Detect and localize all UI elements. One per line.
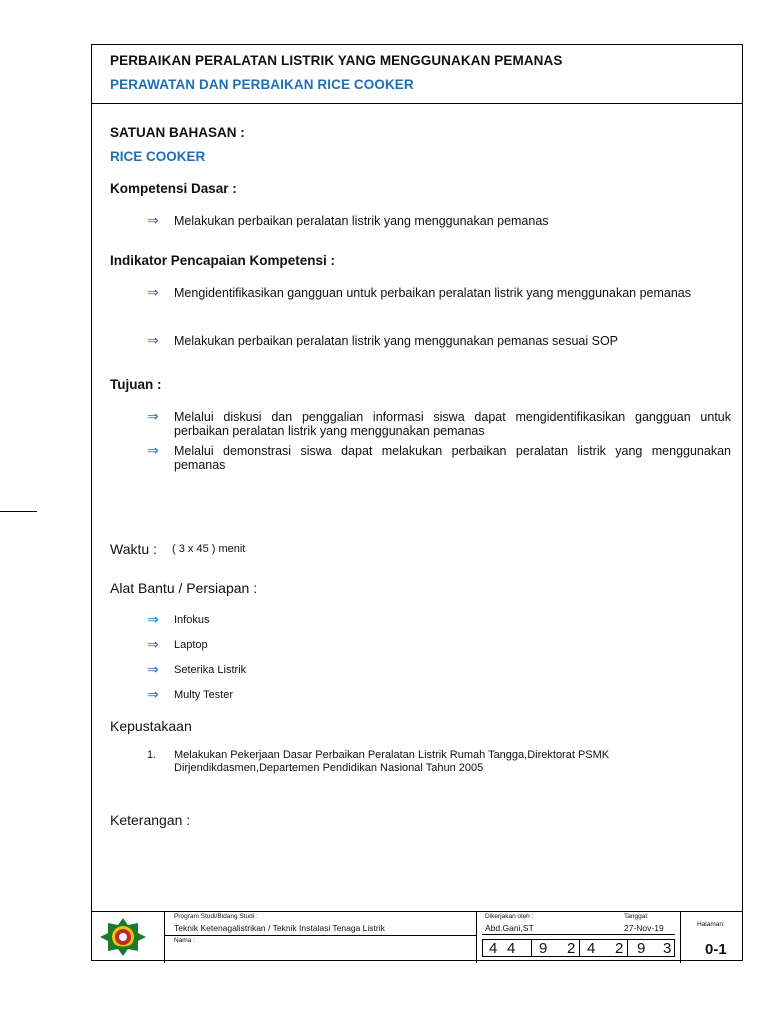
arrow-icon: ⇒ xyxy=(147,332,159,348)
registration-code xyxy=(482,939,675,957)
dikerjakan-value: Abd.Gani,ST xyxy=(485,923,534,933)
document-title: PERBAIKAN PERALATAN LISTRIK YANG MENGGUNAKAN PEMANAS xyxy=(110,53,563,68)
kompetensi-item: Melakukan perbaikan peralatan listrik yang menggunakan pemanas xyxy=(174,214,549,228)
arrow-icon: ⇒ xyxy=(147,611,159,627)
keterangan-label: Keterangan : xyxy=(110,812,191,828)
code-digit: 3 xyxy=(663,940,672,957)
nama-label: Nama : xyxy=(174,937,195,944)
halaman-value: 0-1 xyxy=(705,941,727,958)
arrow-icon: ⇒ xyxy=(147,636,159,652)
alat-item: Infokus xyxy=(174,614,210,626)
code-digit: 4 xyxy=(507,940,516,957)
tanggal-value: 27-Nov-19 xyxy=(624,923,664,933)
document-subtitle: PERAWATAN DAN PERBAIKAN RICE COOKER xyxy=(110,77,414,92)
code-digit: 9 xyxy=(637,940,646,957)
header-divider xyxy=(92,103,742,104)
dikerjakan-label: Dikerjakan oleh : xyxy=(485,913,534,920)
arrow-icon: ⇒ xyxy=(147,686,159,702)
arrow-icon: ⇒ xyxy=(147,442,159,458)
kepustakaan-item: Melakukan Pekerjaan Dasar Perbaikan Peralatan Listrik Rumah Tangga,Direktorat PSMK Dirjendikdasmen,Departemen Pendidikan Nasional Tahun 2005 xyxy=(174,749,610,774)
halaman-label: Halaman: xyxy=(697,921,725,928)
program-value: Teknik Ketenagalistrikan / Teknik Instalasi Tenaga Listrik xyxy=(174,923,385,933)
code-digit: 4 xyxy=(587,940,596,957)
tujuan-item: Melalui demonstrasi siswa dapat melakukan perbaikan peralatan listrik yang menggunakan pemanas xyxy=(174,444,731,472)
document-frame xyxy=(91,44,743,961)
code-digit: 2 xyxy=(567,940,576,957)
kepustakaan-label: Kepustakaan xyxy=(110,718,192,734)
code-digit: 9 xyxy=(539,940,548,957)
kompetensi-label: Kompetensi Dasar : xyxy=(110,181,237,196)
arrow-icon: ⇒ xyxy=(147,284,159,300)
satuan-value: RICE COOKER xyxy=(110,149,206,164)
code-digit: 2 xyxy=(615,940,624,957)
arrow-icon: ⇒ xyxy=(147,661,159,677)
margin-line xyxy=(0,511,37,512)
alat-label: Alat Bantu / Persiapan : xyxy=(110,580,258,596)
waktu-value: ( 3 x 45 ) menit xyxy=(172,543,246,555)
code-digit: 4 xyxy=(489,940,498,957)
indikator-item: Melakukan perbaikan peralatan listrik yang menggunakan pemanas sesuai SOP xyxy=(174,334,619,348)
school-logo-icon xyxy=(98,916,148,958)
arrow-icon: ⇒ xyxy=(147,212,159,228)
tanggal-label: Tanggal: xyxy=(624,913,649,920)
tujuan-label: Tujuan : xyxy=(110,377,162,392)
alat-item: Seterika Listrik xyxy=(174,664,247,676)
program-label: Program Studi/Bidang Studi : xyxy=(174,913,258,920)
satuan-label: SATUAN BAHASAN : xyxy=(110,125,245,140)
kepustakaan-number: 1. xyxy=(147,749,157,761)
alat-item: Multy Tester xyxy=(174,689,234,701)
indikator-item: Mengidentifikasikan gangguan untuk perbaikan peralatan listrik yang menggunakan pemanas xyxy=(174,286,692,300)
alat-item: Laptop xyxy=(174,639,208,651)
waktu-label: Waktu : xyxy=(110,541,157,557)
footer xyxy=(92,911,742,963)
tujuan-item: Melalui diskusi dan penggalian informasi siswa dapat mengidentifikasikan gangguan untuk perbaikan peralatan listrik yang menggunakan pemanas xyxy=(174,410,731,438)
arrow-icon: ⇒ xyxy=(147,408,159,424)
indikator-label: Indikator Pencapaian Kompetensi : xyxy=(110,253,336,268)
